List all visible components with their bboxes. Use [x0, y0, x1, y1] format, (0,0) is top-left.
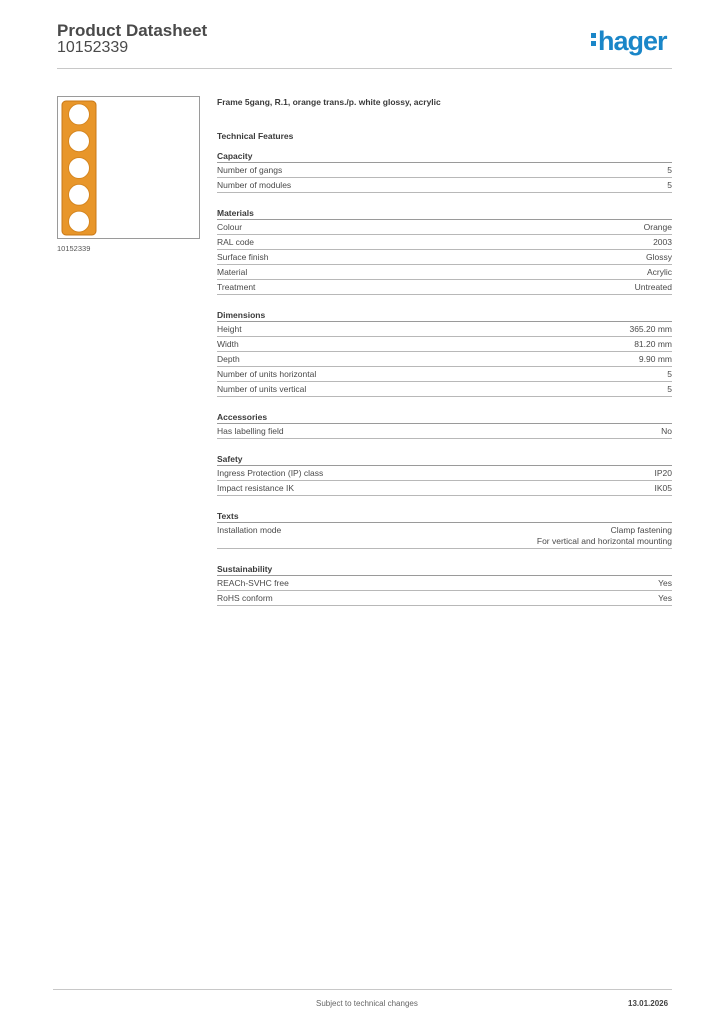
section-title: Sustainability	[217, 563, 672, 576]
frame-opening	[69, 158, 90, 179]
feature-value	[634, 339, 672, 350]
feature-value-line: IP20	[654, 468, 672, 478]
feature-value	[537, 525, 672, 547]
feature-value	[667, 180, 672, 191]
feature-label: Colour	[217, 222, 243, 232]
feature-value	[653, 237, 672, 248]
feature-label: Depth	[217, 354, 240, 364]
feature-row	[217, 523, 672, 549]
feature-row	[217, 352, 672, 367]
feature-value	[644, 222, 672, 233]
feature-value-line: 9.90 mm	[638, 354, 672, 364]
feature-row	[217, 235, 672, 250]
feature-value	[639, 354, 672, 365]
feature-row	[217, 591, 672, 606]
feature-value-line: Clamp fastening	[610, 525, 672, 535]
feature-label: REACh-SVHC free	[217, 578, 289, 588]
feature-value-line: 5	[667, 384, 672, 394]
feature-value-line: Glossy	[646, 252, 672, 262]
feature-label: Surface finish	[217, 252, 269, 262]
feature-value	[629, 324, 672, 335]
feature-value	[658, 578, 672, 589]
frame-opening	[69, 104, 90, 125]
frame-5gang-icon	[61, 100, 97, 236]
feature-row	[217, 466, 672, 481]
feature-label: Number of units vertical	[217, 384, 307, 394]
feature-value-line: Acrylic	[646, 267, 672, 277]
feature-value-line: No	[661, 426, 672, 436]
feature-value	[661, 426, 672, 437]
section-materials	[217, 207, 672, 295]
feature-label: Width	[217, 339, 239, 349]
feature-sections	[217, 150, 672, 606]
feature-row	[217, 382, 672, 397]
feature-label: Material	[217, 267, 248, 277]
section-safety	[217, 453, 672, 496]
feature-label: Number of units horizontal	[217, 369, 317, 379]
feature-value-line: 365.20 mm	[629, 324, 672, 334]
datasheet-content	[217, 96, 672, 606]
feature-row	[217, 220, 672, 235]
feature-value	[647, 267, 672, 278]
section-sustainability	[217, 563, 672, 606]
feature-label: RoHS conform	[217, 593, 273, 603]
feature-label: Impact resistance IK	[217, 483, 295, 493]
feature-row	[217, 250, 672, 265]
section-capacity	[217, 150, 672, 193]
feature-value	[655, 483, 673, 494]
feature-row	[217, 481, 672, 496]
feature-row	[217, 280, 672, 295]
feature-value	[667, 165, 672, 176]
feature-value-line: Yes	[658, 578, 672, 588]
logo-dots-icon	[591, 33, 596, 49]
feature-label: RAL code	[217, 237, 255, 247]
feature-value	[646, 252, 672, 263]
section-accessories	[217, 411, 672, 439]
section-texts	[217, 510, 672, 549]
product-description: Frame 5gang, R.1, orange trans./p. white glossy, acrylic	[217, 97, 441, 107]
feature-row	[217, 178, 672, 193]
feature-value-line: 2003	[653, 237, 672, 247]
feature-row	[217, 322, 672, 337]
section-title: Safety	[217, 453, 672, 466]
logo-text: hager	[598, 26, 667, 56]
feature-label: Treatment	[217, 282, 256, 292]
footer-note: Subject to technical changes	[316, 999, 418, 1008]
feature-value	[658, 593, 672, 604]
section-title: Capacity	[217, 150, 672, 163]
frame-opening	[69, 131, 90, 152]
section-title: Accessories	[217, 411, 672, 424]
header-divider	[57, 68, 672, 69]
hager-logo	[591, 26, 667, 56]
feature-row	[217, 576, 672, 591]
feature-label: Height	[217, 324, 242, 334]
footer-date: 13.01.2026	[628, 999, 669, 1008]
section-title: Texts	[217, 510, 672, 523]
feature-value-line: IK05	[654, 483, 672, 493]
feature-value-line: 5	[667, 180, 672, 190]
feature-value	[635, 282, 672, 293]
technical-features-heading: Technical Features	[217, 131, 294, 141]
feature-value-line: Untreated	[634, 282, 672, 292]
feature-row	[217, 367, 672, 382]
feature-value-line: Yes	[658, 593, 672, 603]
feature-value	[667, 384, 672, 395]
frame-opening	[69, 184, 90, 205]
feature-row	[217, 337, 672, 352]
section-title: Dimensions	[217, 309, 672, 322]
feature-row	[217, 265, 672, 280]
image-caption: 10152339	[57, 244, 91, 253]
feature-value	[655, 468, 673, 479]
feature-row	[217, 424, 672, 439]
feature-value-line: 5	[667, 165, 672, 175]
footer-divider	[53, 989, 672, 990]
section-title: Materials	[217, 207, 672, 220]
page-title: Product Datasheet	[57, 21, 208, 40]
feature-row	[217, 163, 672, 178]
feature-label: Installation mode	[217, 525, 282, 535]
product-image	[57, 96, 200, 239]
feature-label: Ingress Protection (IP) class	[217, 468, 324, 478]
feature-value-line: Orange	[643, 222, 672, 232]
feature-label: Number of gangs	[217, 165, 283, 175]
feature-label: Has labelling field	[217, 426, 284, 436]
product-code: 10152339	[57, 39, 129, 56]
feature-value-line: 5	[667, 369, 672, 379]
frame-opening	[69, 211, 90, 232]
feature-label: Number of modules	[217, 180, 292, 190]
section-dimensions	[217, 309, 672, 397]
feature-value	[667, 369, 672, 380]
feature-value-line: 81.20 mm	[634, 339, 672, 349]
feature-value-line: For vertical and horizontal mounting	[536, 536, 672, 546]
